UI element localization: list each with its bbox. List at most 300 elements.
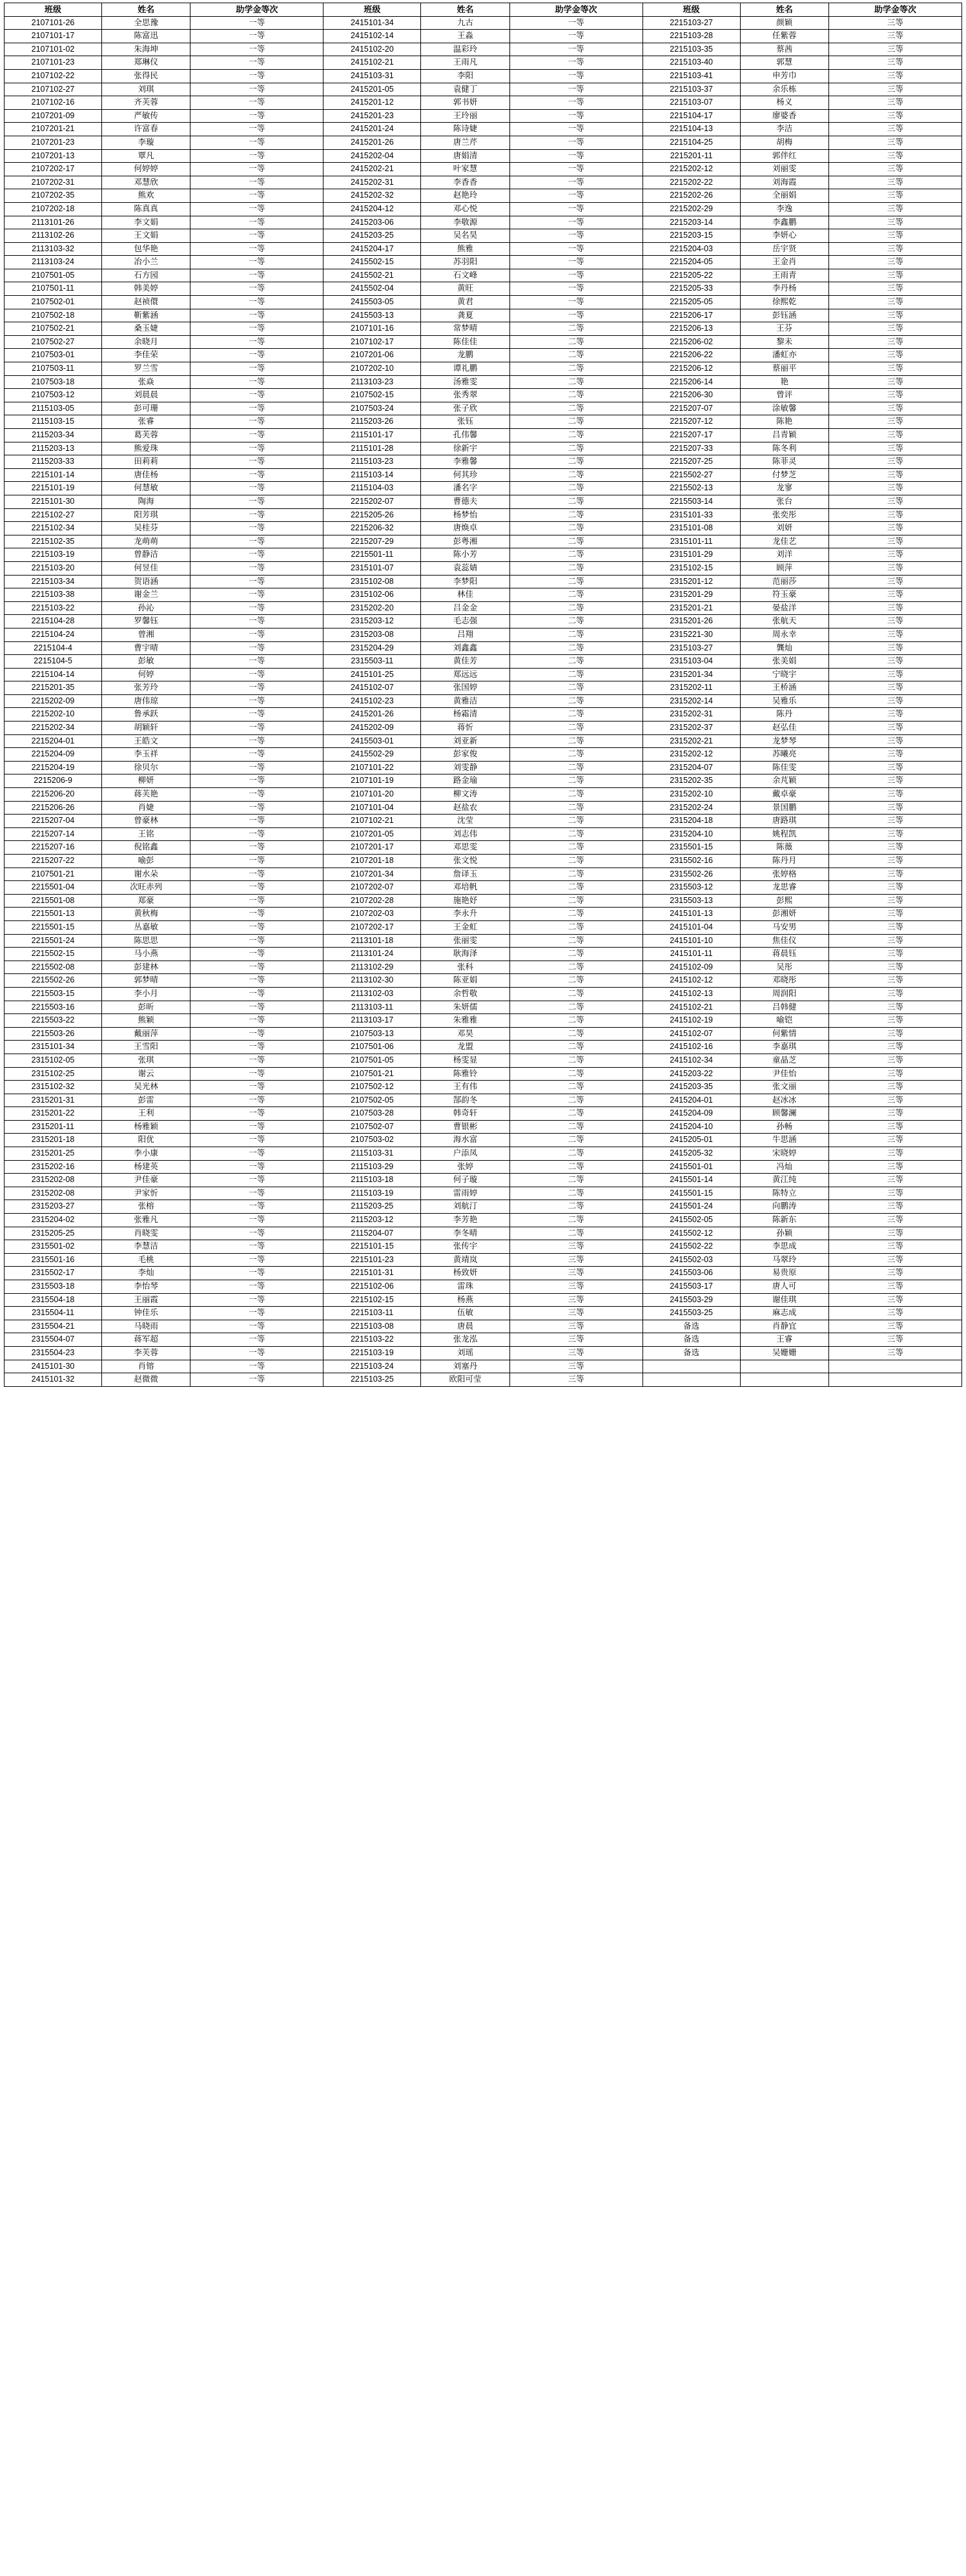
table-cell-class-1: 2215503-16	[5, 1001, 102, 1014]
table-cell-grade-2: 二等	[509, 442, 642, 455]
table-cell-class-3: 2315502-26	[642, 867, 740, 881]
table-cell-grade-3: 三等	[828, 1081, 961, 1094]
table-cell-grade-2: 一等	[509, 56, 642, 70]
table-cell-class-2: 2215206-32	[324, 522, 421, 535]
table-cell-grade-3: 三等	[828, 56, 961, 70]
table-cell-class-2: 2415101-34	[324, 16, 421, 30]
table-cell-name-3: 孙颖	[740, 1227, 828, 1240]
table-cell-grade-2: 二等	[509, 482, 642, 495]
table-cell-grade-2: 二等	[509, 349, 642, 362]
table-cell-class-2: 2415201-26	[324, 136, 421, 149]
table-cell-grade-2: 三等	[509, 1320, 642, 1333]
table-cell-name-2: 刘雯静	[421, 761, 509, 774]
table-cell-name-1: 吴桂芬	[102, 522, 190, 535]
table-row	[5, 30, 962, 43]
table-cell-grade-2: 三等	[509, 1253, 642, 1267]
table-cell-name-3: 易贵原	[740, 1267, 828, 1280]
table-cell-class-2: 2315101-07	[324, 561, 421, 575]
table-cell-name-1: 王文娟	[102, 229, 190, 243]
table-cell-class-3: 2415102-12	[642, 974, 740, 988]
table-cell-grade-3: 三等	[828, 561, 961, 575]
table-cell-name-2: 郑远远	[421, 668, 509, 681]
table-cell-grade-3: 三等	[828, 1267, 961, 1280]
table-cell-name-2: 蒋忻	[421, 722, 509, 735]
table-cell-class-2: 2113103-17	[324, 1014, 421, 1028]
table-cell-class-1: 2107502-01	[5, 296, 102, 309]
table-cell-grade-1: 一等	[190, 1081, 324, 1094]
table-cell-class-2: 2215101-15	[324, 1240, 421, 1254]
table-cell-class-1: 2107201-21	[5, 123, 102, 136]
table-cell-class-2: 2215101-23	[324, 1253, 421, 1267]
table-cell-grade-1: 一等	[190, 1107, 324, 1121]
table-cell-grade-3: 三等	[828, 109, 961, 123]
table-cell-grade-2: 二等	[509, 801, 642, 815]
table-cell-name-2: 李阳	[421, 69, 509, 83]
table-cell-name-3: 余芃颖	[740, 774, 828, 788]
table-cell-grade-1: 一等	[190, 601, 324, 615]
table-cell-class-1: 2215104-24	[5, 628, 102, 641]
table-cell-name-3: 郭慧	[740, 56, 828, 70]
table-row	[5, 1120, 962, 1134]
table-cell-class-2: 2415102-23	[324, 694, 421, 708]
table-cell-class-2: 2115203-25	[324, 1200, 421, 1214]
table-cell-grade-1: 一等	[190, 1160, 324, 1174]
table-cell-class-2: 2115204-07	[324, 1227, 421, 1240]
table-cell-name-2: 张文悦	[421, 855, 509, 868]
table-cell-grade-2: 二等	[509, 1134, 642, 1147]
table-cell-class-3: 2315503-13	[642, 894, 740, 908]
table-cell-name-2: 杨霜清	[421, 708, 509, 722]
col-grade-1: 助学金等次	[190, 3, 324, 17]
table-cell-class-3: 2315502-16	[642, 855, 740, 868]
table-cell-name-1: 蒋军超	[102, 1333, 190, 1347]
table-cell-class-1: 2107101-17	[5, 30, 102, 43]
table-cell-grade-2: 二等	[509, 1054, 642, 1067]
table-cell-class-1: 2215102-35	[5, 535, 102, 548]
table-cell-class-2: 2415102-21	[324, 56, 421, 70]
table-cell-grade-3: 三等	[828, 468, 961, 482]
table-cell-class-2: 2115101-17	[324, 429, 421, 442]
table-cell-class-1: 2215101-14	[5, 468, 102, 482]
table-cell-grade-1: 一等	[190, 123, 324, 136]
table-cell-grade-2: 三等	[509, 1360, 642, 1373]
table-cell-class-3: 2215203-14	[642, 216, 740, 229]
table-cell-name-2: 李香香	[421, 176, 509, 189]
table-row	[5, 1107, 962, 1121]
table-cell-name-3: 陈佳雯	[740, 761, 828, 774]
table-cell-grade-2: 三等	[509, 1307, 642, 1320]
table-cell-grade-3: 三等	[828, 1307, 961, 1320]
table-cell-name-2: 黄雅洁	[421, 694, 509, 708]
table-cell-class-1: 2215503-22	[5, 1014, 102, 1028]
table-cell-class-3: 2315202-31	[642, 708, 740, 722]
table-cell-class-3: 备选	[642, 1320, 740, 1333]
table-cell-class-3: 2315202-11	[642, 681, 740, 695]
table-cell-name-1: 戴丽萍	[102, 1027, 190, 1041]
table-cell-name-3: 蔡丽平	[740, 362, 828, 376]
table-cell-class-3: 2415503-25	[642, 1307, 740, 1320]
table-cell-class-2: 2415204-17	[324, 242, 421, 256]
table-cell-class-3: 2315202-10	[642, 788, 740, 802]
table-cell-grade-2: 二等	[509, 761, 642, 774]
table-cell-grade-2: 一等	[509, 229, 642, 243]
table-row	[5, 163, 962, 176]
table-cell-name-1: 严敏传	[102, 109, 190, 123]
table-cell-grade-2: 二等	[509, 641, 642, 655]
table-cell-name-3: 龙思睿	[740, 881, 828, 895]
table-cell-grade-1: 一等	[190, 402, 324, 415]
table-cell-grade-1: 一等	[190, 1333, 324, 1347]
table-cell-class-3: 2315202-24	[642, 801, 740, 815]
table-row	[5, 908, 962, 921]
table-cell-class-3: 2415203-35	[642, 1081, 740, 1094]
table-cell-name-1: 杨建英	[102, 1160, 190, 1174]
table-cell-class-3: 2215502-27	[642, 468, 740, 482]
table-cell-class-3: 2215205-33	[642, 282, 740, 296]
table-cell-grade-2: 二等	[509, 588, 642, 602]
table-cell-name-2: 黄君	[421, 296, 509, 309]
table-cell-class-1: 2315504-21	[5, 1320, 102, 1333]
table-row	[5, 296, 962, 309]
table-cell-class-1: 2215202-10	[5, 708, 102, 722]
table-cell-class-1: 2415101-32	[5, 1373, 102, 1387]
table-cell-name-3: 刘妍	[740, 522, 828, 535]
table-cell-name-1: 阳优	[102, 1134, 190, 1147]
table-cell-grade-1: 一等	[190, 442, 324, 455]
table-cell-grade-2: 二等	[509, 535, 642, 548]
table-row	[5, 855, 962, 868]
table-cell-class-2: 2107503-02	[324, 1134, 421, 1147]
table-cell-name-3: 陈艳	[740, 415, 828, 429]
table-cell-name-3: 顾馨澜	[740, 1107, 828, 1121]
table-cell-name-2: 温彩玲	[421, 43, 509, 56]
table-cell-class-3: 2315101-29	[642, 548, 740, 562]
table-cell-grade-2: 二等	[509, 708, 642, 722]
table-cell-name-1: 曹宇晴	[102, 641, 190, 655]
table-cell-grade-3: 三等	[828, 282, 961, 296]
table-cell-grade-3: 三等	[828, 774, 961, 788]
table-cell-class-3: 2415205-01	[642, 1134, 740, 1147]
table-cell-name-2: 赵艳玲	[421, 189, 509, 203]
table-cell-class-2: 2115203-12	[324, 1214, 421, 1227]
table-cell-class-2: 2415503-13	[324, 309, 421, 322]
table-row	[5, 349, 962, 362]
table-cell-name-3: 李洁	[740, 123, 828, 136]
table-cell-grade-3: 三等	[828, 987, 961, 1001]
table-cell-class-3: 2215503-14	[642, 495, 740, 508]
table-cell-name-3: 彭钰涵	[740, 309, 828, 322]
table-cell-class-3: 2415503-29	[642, 1293, 740, 1307]
table-cell-name-3: 牛思涵	[740, 1134, 828, 1147]
table-cell-grade-2: 一等	[509, 69, 642, 83]
table-cell-grade-1: 一等	[190, 508, 324, 522]
table-cell-grade-2: 二等	[509, 1081, 642, 1094]
table-cell-grade-1: 一等	[190, 1001, 324, 1014]
table-cell-class-2: 2415102-20	[324, 43, 421, 56]
table-cell-class-3: 2415102-21	[642, 1001, 740, 1014]
table-cell-grade-2: 二等	[509, 815, 642, 828]
table-cell-class-3: 2215206-14	[642, 375, 740, 389]
table-row	[5, 694, 962, 708]
table-cell-grade-2: 二等	[509, 948, 642, 961]
table-cell-class-3: 2215103-27	[642, 16, 740, 30]
table-cell-class-1: 2115203-13	[5, 442, 102, 455]
table-cell-name-2: 彭粤湘	[421, 535, 509, 548]
table-cell-class-2: 2107502-05	[324, 1094, 421, 1107]
table-cell-class-1: 2315202-08	[5, 1174, 102, 1187]
table-cell-class-2: 2107202-03	[324, 908, 421, 921]
table-cell-grade-1: 一等	[190, 681, 324, 695]
table-cell-name-3: 彭湘妍	[740, 908, 828, 921]
table-cell-name-3: 孙畅	[740, 1120, 828, 1134]
table-row	[5, 827, 962, 841]
table-cell-grade-2: 二等	[509, 827, 642, 841]
table-cell-class-3: 2215103-28	[642, 30, 740, 43]
table-cell-grade-3: 三等	[828, 349, 961, 362]
table-cell-name-1: 肖镕	[102, 1360, 190, 1373]
table-cell-name-3: 周永幸	[740, 628, 828, 641]
table-cell-grade-3: 三等	[828, 176, 961, 189]
table-cell-name-2: 熊雅	[421, 242, 509, 256]
table-cell-class-1: 2215102-34	[5, 522, 102, 535]
table-cell-name-1: 李芙蓉	[102, 1346, 190, 1360]
table-cell-class-3: 2215204-03	[642, 242, 740, 256]
table-cell-grade-2: 三等	[509, 1267, 642, 1280]
table-cell-class-2: 2113103-23	[324, 375, 421, 389]
table-cell-grade-3: 三等	[828, 1027, 961, 1041]
table-cell-class-1: 2315201-25	[5, 1147, 102, 1161]
table-cell-grade-3: 三等	[828, 920, 961, 934]
scholarship-table	[4, 3, 962, 1387]
table-cell-name-3: 王金肖	[740, 256, 828, 269]
table-cell-name-2: 李雅馨	[421, 455, 509, 469]
table-cell-grade-2: 一等	[509, 189, 642, 203]
table-cell-grade-3: 三等	[828, 202, 961, 216]
table-cell-name-1: 全思豫	[102, 16, 190, 30]
table-cell-class-2: 2415201-26	[324, 708, 421, 722]
table-row	[5, 229, 962, 243]
table-cell-class-2: 2107503-13	[324, 1027, 421, 1041]
table-cell-grade-1: 一等	[190, 894, 324, 908]
table-cell-name-3: 王芬	[740, 322, 828, 336]
table-cell-grade-1: 一等	[190, 1041, 324, 1054]
table-cell-name-3: 张航天	[740, 615, 828, 628]
table-cell-grade-2: 二等	[509, 655, 642, 669]
table-row	[5, 641, 962, 655]
table-cell-name-1: 谢云	[102, 1067, 190, 1081]
table-cell-class-2: 2415503-05	[324, 296, 421, 309]
table-cell-class-1: 2215207-14	[5, 827, 102, 841]
table-cell-grade-3: 三等	[828, 415, 961, 429]
table-cell-class-3: 2215103-40	[642, 56, 740, 70]
table-cell-name-1: 徐贝尔	[102, 761, 190, 774]
table-cell-grade-3: 三等	[828, 1041, 961, 1054]
table-cell-name-1: 李璇	[102, 136, 190, 149]
table-cell-name-3: 何紫情	[740, 1027, 828, 1041]
table-cell-grade-2: 二等	[509, 375, 642, 389]
table-cell-grade-2: 二等	[509, 748, 642, 762]
table-cell-grade-2: 一等	[509, 96, 642, 110]
table-row	[5, 1253, 962, 1267]
table-cell-grade-1: 一等	[190, 708, 324, 722]
table-cell-name-3: 尹佳怡	[740, 1067, 828, 1081]
table-cell-name-1: 刘琪	[102, 83, 190, 96]
table-cell-name-1: 张榕	[102, 1200, 190, 1214]
table-body	[5, 16, 962, 1386]
table-cell-grade-3: 三等	[828, 1067, 961, 1081]
table-row	[5, 841, 962, 855]
table-cell-name-2: 耿海泽	[421, 948, 509, 961]
table-cell-grade-1: 一等	[190, 588, 324, 602]
table-cell-class-3: 2315202-37	[642, 722, 740, 735]
col-class-2: 班级	[324, 3, 421, 17]
table-row	[5, 801, 962, 815]
table-cell-grade-3: 三等	[828, 1001, 961, 1014]
table-cell-grade-1: 一等	[190, 1134, 324, 1147]
table-cell-name-2: 黄旺	[421, 282, 509, 296]
table-cell-name-3: 范丽莎	[740, 575, 828, 588]
table-cell-name-1: 罗兰雪	[102, 362, 190, 376]
table-cell-class-3: 2415502-05	[642, 1214, 740, 1227]
table-cell-name-3: 符玉豪	[740, 588, 828, 602]
table-cell-grade-1: 一等	[190, 628, 324, 641]
table-cell-class-3: 2415102-07	[642, 1027, 740, 1041]
table-cell-name-1: 阳芳琪	[102, 508, 190, 522]
table-cell-class-2: 2107102-17	[324, 335, 421, 349]
table-cell-name-3: 潘虹亦	[740, 349, 828, 362]
table-cell-class-2: 2107503-28	[324, 1107, 421, 1121]
table-cell-name-1: 余晓月	[102, 335, 190, 349]
table-cell-grade-3: 三等	[828, 96, 961, 110]
table-row	[5, 56, 962, 70]
table-cell-class-1: 2315201-11	[5, 1120, 102, 1134]
table-cell-grade-3: 三等	[828, 1227, 961, 1240]
table-cell-grade-1: 一等	[190, 722, 324, 735]
table-cell-class-1: 2215207-22	[5, 855, 102, 868]
table-cell-grade-3: 三等	[828, 256, 961, 269]
table-cell-grade-2: 一等	[509, 202, 642, 216]
table-cell-name-1: 韩美婷	[102, 282, 190, 296]
table-cell-grade-2: 二等	[509, 867, 642, 881]
table-cell-grade-1: 一等	[190, 948, 324, 961]
table-cell-name-1: 钟佳乐	[102, 1307, 190, 1320]
table-cell-name-2: 何子璇	[421, 1174, 509, 1187]
table-cell-grade-2: 二等	[509, 681, 642, 695]
table-cell-grade-2: 三等	[509, 1280, 642, 1294]
table-cell-grade-2: 二等	[509, 548, 642, 562]
table-cell-class-3: 2215206-02	[642, 335, 740, 349]
table-cell-grade-2: 一等	[509, 16, 642, 30]
table-cell-class-1: 2215501-04	[5, 881, 102, 895]
table-cell-class-1: 2115103-05	[5, 402, 102, 415]
table-cell-name-1: 彭敏	[102, 655, 190, 669]
table-cell-name-3: 余乐栋	[740, 83, 828, 96]
table-cell-grade-3: 三等	[828, 402, 961, 415]
table-cell-class-3: 2215207-12	[642, 415, 740, 429]
table-cell-class-3: 2415102-19	[642, 1014, 740, 1028]
table-cell-grade-2: 二等	[509, 722, 642, 735]
table-cell-class-3: 2415205-32	[642, 1147, 740, 1161]
table-row	[5, 242, 962, 256]
table-row	[5, 1240, 962, 1254]
table-cell-name-2: 郭书妍	[421, 96, 509, 110]
table-row	[5, 628, 962, 641]
table-cell-name-1: 何婷	[102, 668, 190, 681]
table-cell-grade-1: 一等	[190, 575, 324, 588]
table-row	[5, 615, 962, 628]
table-cell-class-1: 2107202-18	[5, 202, 102, 216]
table-cell-class-3: 2315204-18	[642, 815, 740, 828]
table-cell-class-2: 2415203-06	[324, 216, 421, 229]
table-cell-grade-3: 三等	[828, 908, 961, 921]
table-cell-grade-2: 三等	[509, 1293, 642, 1307]
table-row	[5, 482, 962, 495]
table-cell-grade-3: 三等	[828, 1280, 961, 1294]
table-cell-name-2: 张子欣	[421, 402, 509, 415]
table-cell-grade-1: 一等	[190, 415, 324, 429]
table-cell-name-2: 路金瑜	[421, 774, 509, 788]
table-cell-name-1: 彭可珊	[102, 402, 190, 415]
table-cell-class-1: 2107501-05	[5, 269, 102, 282]
table-row	[5, 16, 962, 30]
table-cell-class-1: 2113102-26	[5, 229, 102, 243]
table-cell-grade-1: 一等	[190, 655, 324, 669]
table-cell-class-3: 2215202-26	[642, 189, 740, 203]
table-cell-class-3: 2215103-37	[642, 83, 740, 96]
table-cell-grade-2: 一等	[509, 30, 642, 43]
table-row	[5, 455, 962, 469]
table-row	[5, 948, 962, 961]
table-row	[5, 1187, 962, 1200]
table-cell-class-2: 2215103-22	[324, 1333, 421, 1347]
table-cell-name-2: 曹银彬	[421, 1120, 509, 1134]
table-cell-grade-1: 一等	[190, 1320, 324, 1333]
table-cell-grade-2: 一等	[509, 282, 642, 296]
table-cell-name-3: 张婷格	[740, 867, 828, 881]
table-cell-class-1: 2107202-17	[5, 163, 102, 176]
table-cell-name-1: 李小康	[102, 1147, 190, 1161]
table-cell-grade-1: 一等	[190, 389, 324, 402]
table-cell-grade-3	[828, 1373, 961, 1387]
table-cell-grade-1: 一等	[190, 801, 324, 815]
table-cell-name-3: 唐人可	[740, 1280, 828, 1294]
table-cell-class-1: 2315503-18	[5, 1280, 102, 1294]
table-cell-grade-1: 一等	[190, 296, 324, 309]
table-row	[5, 1041, 962, 1054]
table-cell-grade-3: 三等	[828, 694, 961, 708]
table-cell-name-3: 陈菲灵	[740, 455, 828, 469]
table-cell-grade-1: 一等	[190, 375, 324, 389]
table-cell-class-1: 2215502-26	[5, 974, 102, 988]
table-cell-class-2: 2115101-28	[324, 442, 421, 455]
table-cell-class-2: 2315203-08	[324, 628, 421, 641]
table-cell-name-3: 龙寥	[740, 482, 828, 495]
table-cell-class-2: 2215103-08	[324, 1320, 421, 1333]
table-cell-class-2: 2315102-08	[324, 575, 421, 588]
table-cell-name-3: 刘海霞	[740, 176, 828, 189]
table-row	[5, 867, 962, 881]
table-cell-name-2: 陈佳佳	[421, 335, 509, 349]
table-cell-grade-2: 一等	[509, 109, 642, 123]
table-cell-grade-2: 一等	[509, 296, 642, 309]
table-cell-grade-2: 二等	[509, 561, 642, 575]
table-row	[5, 202, 962, 216]
col-name-1: 姓名	[102, 3, 190, 17]
table-cell-class-3: 2315103-27	[642, 641, 740, 655]
table-cell-class-2: 2107201-17	[324, 841, 421, 855]
table-cell-class-1: 2107101-02	[5, 43, 102, 56]
table-cell-name-3	[740, 1360, 828, 1373]
